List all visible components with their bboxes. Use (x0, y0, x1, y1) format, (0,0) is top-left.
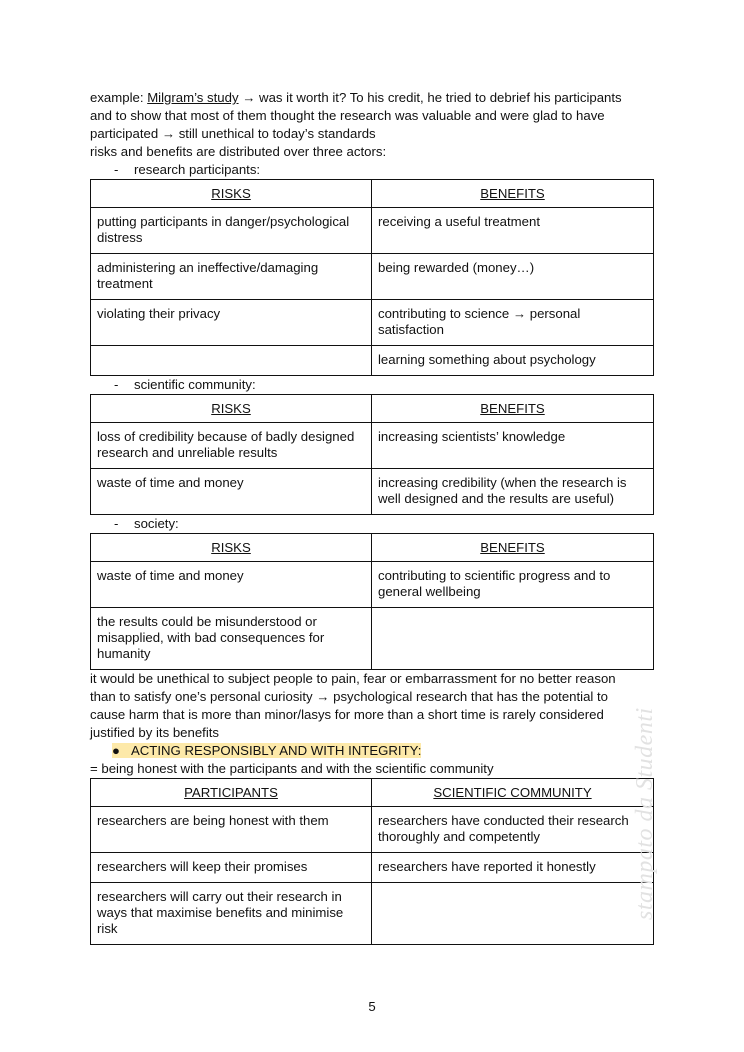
table-row (91, 346, 654, 376)
intro-line-4: risks and benefits are distributed over three actors: (90, 144, 387, 159)
table-header-row (91, 779, 654, 807)
table-row (91, 807, 654, 853)
table-row (91, 883, 654, 945)
table-row (91, 562, 654, 608)
integrity-table (90, 778, 654, 945)
list-item-society: - society: (114, 516, 179, 531)
participants-header: PARTICIPANTS (91, 779, 372, 807)
table-header-row (91, 534, 654, 562)
benefit-cell: learning something about psychology (372, 346, 654, 376)
benefit-cell: receiving a useful treatment (372, 208, 654, 254)
paragraph-line-3: cause harm that is more than minor/lasys for more than a short time is rarely considered (90, 707, 604, 722)
table-header-row (91, 395, 654, 423)
dash-bullet: - (114, 516, 119, 531)
table-row (91, 853, 654, 883)
intro-line-3: participated → still unethical to today’s standards (90, 126, 376, 141)
participants-risks-benefits-table (90, 179, 654, 376)
risk-cell: administering an ineffective/damaging treatment (91, 254, 372, 300)
table-header-row (91, 180, 654, 208)
scientific-community-risks-benefits-table (90, 394, 654, 515)
table-row (91, 469, 654, 515)
risk-cell: waste of time and money (91, 562, 372, 608)
benefits-header: BENEFITS (372, 180, 654, 208)
risks-header: RISKS (91, 180, 372, 208)
benefit-cell: contributing to science → personal satisfaction (372, 300, 654, 346)
table-row (91, 608, 654, 670)
risk-cell: the results could be misunderstood or misapplied, with bad consequences for humanity (91, 608, 372, 670)
watermark: stampato da Studenti (632, 707, 658, 920)
benefit-cell: contributing to scientific progress and to general wellbeing (372, 562, 654, 608)
benefit-cell: increasing scientists’ knowledge (372, 423, 654, 469)
participants-cell: researchers will carry out their research in ways that maximise benefits and minimise risk (91, 883, 372, 945)
benefit-cell: increasing credibility (when the research is well designed and the results are useful) (372, 469, 654, 515)
community-cell: researchers have reported it honestly (372, 853, 654, 883)
dash-bullet: - (114, 377, 119, 392)
risk-cell: putting participants in danger/psychological distress (91, 208, 372, 254)
benefits-header: BENEFITS (372, 395, 654, 423)
table-row (91, 300, 654, 346)
page-content (90, 89, 658, 945)
benefit-cell (372, 608, 654, 670)
round-bullet: ● (112, 743, 120, 758)
dash-bullet: - (114, 162, 119, 177)
scientific-community-header: SCIENTIFIC COMMUNITY (372, 779, 654, 807)
benefit-cell: being rewarded (money…) (372, 254, 654, 300)
paragraph-line-4: justified by its benefits (90, 725, 220, 740)
risk-cell: violating their privacy (91, 300, 372, 346)
risks-header: RISKS (91, 395, 372, 423)
society-risks-benefits-table (90, 533, 654, 670)
paragraph-line-1: it would be unethical to subject people to pain, fear or embarrassment for no better reason (90, 671, 616, 686)
community-cell: researchers have conducted their research thoroughly and competently (372, 807, 654, 853)
participants-cell: researchers will keep their promises (91, 853, 372, 883)
community-cell (372, 883, 654, 945)
section-heading (90, 742, 653, 760)
intro-line-1: example: Milgram’s study → was it worth it? To his credit, he tried to debrief his participants (90, 90, 622, 105)
definition-line: = being honest with the participants and with the scientific community (90, 761, 494, 776)
table-row (91, 254, 654, 300)
milgram-study-link[interactable]: Milgram’s study (147, 90, 239, 105)
table-row (91, 208, 654, 254)
table-row (91, 423, 654, 469)
page-number: 5 (368, 999, 376, 1014)
risk-cell (91, 346, 372, 376)
list-item-research-participants: - research participants: (114, 162, 261, 177)
risk-cell: loss of credibility because of badly designed research and unreliable results (91, 423, 372, 469)
risks-header: RISKS (91, 534, 372, 562)
benefits-header: BENEFITS (372, 534, 654, 562)
risk-cell: waste of time and money (91, 469, 372, 515)
intro-line-2: and to show that most of them thought the research was valuable and were glad to have (90, 108, 605, 123)
list-item-scientific-community: - scientific community: (114, 377, 256, 392)
participants-cell: researchers are being honest with them (91, 807, 372, 853)
heading-text: ACTING RESPONSIBLY AND WITH INTEGRITY: (130, 743, 422, 758)
paragraph-line-2: than to satisfy one’s personal curiosity → psychological research that has the potential to (90, 689, 609, 704)
